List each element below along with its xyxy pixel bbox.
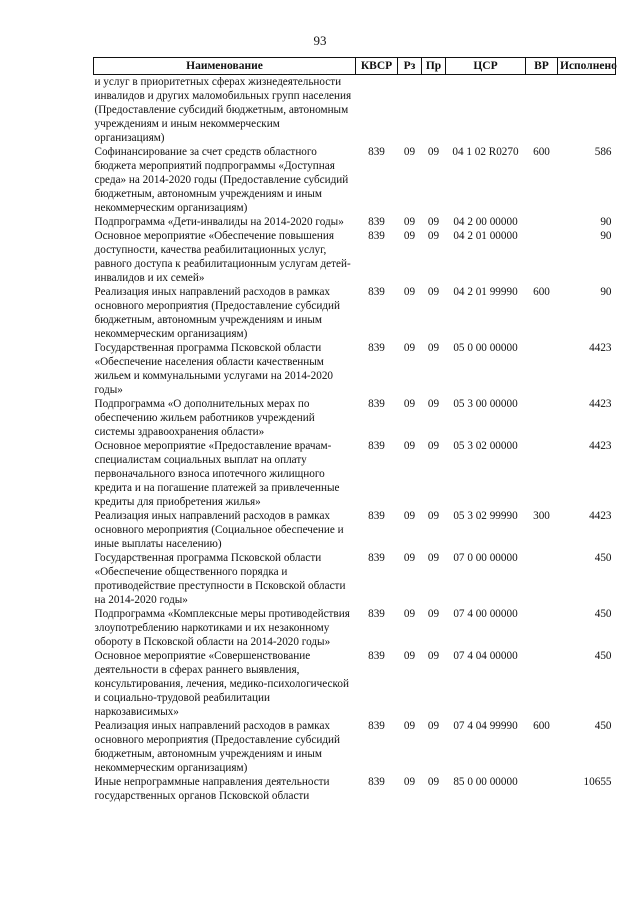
cell-name: Реализация иных направлений расходов в рамках основного мероприятия (Социальное обеспечение и иные выплаты населению) bbox=[94, 510, 344, 550]
cell-vr bbox=[526, 397, 558, 439]
cell-kvsr: 839 bbox=[368, 776, 385, 788]
cell-pr: 09 bbox=[427, 342, 440, 354]
cell-kvsr: 839 bbox=[368, 230, 385, 242]
cell-vr: 600 bbox=[533, 286, 550, 298]
cell-name: Подпрограмма «Дети-инвалиды на 2014-2020 годы» bbox=[94, 216, 344, 228]
table-row bbox=[94, 607, 616, 649]
cell-kvsr: 839 bbox=[368, 720, 385, 732]
cell-vr bbox=[526, 551, 558, 607]
cell-csr: 04 2 01 00000 bbox=[453, 230, 518, 242]
cell-done: 90 bbox=[600, 216, 612, 228]
cell-csr: 85 0 00 00000 bbox=[453, 776, 518, 788]
cell-kvsr: 839 bbox=[368, 398, 385, 410]
header-vr: ВР bbox=[526, 58, 558, 75]
cell-rz: 09 bbox=[403, 286, 416, 298]
cell-pr: 09 bbox=[427, 440, 440, 452]
cell-vr bbox=[526, 607, 558, 649]
cell-done: 10655 bbox=[583, 776, 612, 788]
header-rz: Рз bbox=[398, 58, 422, 75]
cell-csr: 05 3 02 00000 bbox=[453, 440, 518, 452]
header-kvsr: КВСР bbox=[356, 58, 398, 75]
cell-pr: 09 bbox=[427, 216, 440, 228]
cell-csr: 04 1 02 R0270 bbox=[452, 146, 519, 158]
cell-done: 450 bbox=[594, 720, 612, 732]
cell-rz: 09 bbox=[403, 552, 416, 564]
cell-pr: 09 bbox=[427, 146, 440, 158]
cell-vr bbox=[526, 341, 558, 397]
cell-csr: 04 2 01 99990 bbox=[453, 286, 518, 298]
cell-rz: 09 bbox=[403, 650, 416, 662]
cell-vr bbox=[526, 775, 558, 803]
table-row bbox=[94, 551, 616, 607]
cell-name: Реализация иных направлений расходов в рамках основного мероприятия (Предоставление субсидий бюджетным, автономным учреждениям и иным некоммерческим организациям) bbox=[94, 286, 340, 340]
cell-name: Государственная программа Псковской области «Обеспечение населения области качественным жильем и коммунальными услугами на 2014-2020 годы» bbox=[94, 342, 334, 396]
cell-rz: 09 bbox=[403, 398, 416, 410]
cell-done: 4423 bbox=[589, 342, 612, 354]
table-row bbox=[94, 145, 616, 215]
cell-name: Иные непрограммные направления деятельности государственных органов Псковской области bbox=[94, 776, 330, 802]
cell-vr: 600 bbox=[533, 720, 550, 732]
table-row bbox=[94, 285, 616, 341]
table-header-row bbox=[94, 58, 616, 75]
header-pr: Пр bbox=[422, 58, 446, 75]
cell-csr: 07 4 00 00000 bbox=[453, 608, 518, 620]
cell-kvsr: 839 bbox=[368, 608, 385, 620]
cell-name: Основное мероприятие «Предоставление врачам-специалистам социальных выплат на оплату первоначального взноса ипотечного жилищного кредита и на погашение платежей за привлеченные кредиты для приобретения жилья» bbox=[94, 440, 340, 508]
cell-vr bbox=[526, 75, 558, 146]
cell-pr: 09 bbox=[427, 720, 440, 732]
cell-csr: 07 4 04 99990 bbox=[453, 720, 518, 732]
cell-done: 90 bbox=[600, 286, 612, 298]
table-row bbox=[94, 215, 616, 229]
cell-name: и услуг в приоритетных сферах жизнедеятельности инвалидов и других маломобильных групп населения (Предоставление субсидий бюджетным, автономным учреждениям и иным некоммерческим организациям) bbox=[94, 76, 352, 144]
header-done: Исполнено bbox=[558, 58, 616, 75]
cell-pr: 09 bbox=[427, 552, 440, 564]
cell-pr: 09 bbox=[427, 650, 440, 662]
cell-csr: 07 0 00 00000 bbox=[453, 552, 518, 564]
cell-csr: 05 0 00 00000 bbox=[453, 342, 518, 354]
cell-csr bbox=[446, 75, 526, 146]
table-row bbox=[94, 397, 616, 439]
cell-vr: 300 bbox=[533, 510, 550, 522]
cell-pr: 09 bbox=[427, 398, 440, 410]
table-row bbox=[94, 775, 616, 803]
cell-vr bbox=[526, 649, 558, 719]
cell-name: Софинансирование за счет средств областного бюджета мероприятий подпрограммы «Доступная среда» на 2014-2020 годы (Предоставление субсидий бюджетным, автономным учреждениям и иным некоммерческим организациям) bbox=[94, 146, 349, 214]
table-row bbox=[94, 649, 616, 719]
cell-kvsr: 839 bbox=[368, 146, 385, 158]
page-number: 93 bbox=[313, 33, 327, 48]
cell-rz bbox=[398, 75, 422, 146]
table-row bbox=[94, 229, 616, 285]
cell-pr: 09 bbox=[427, 286, 440, 298]
table-row bbox=[94, 439, 616, 509]
cell-rz: 09 bbox=[403, 440, 416, 452]
cell-done: 90 bbox=[600, 230, 612, 242]
cell-csr: 05 3 02 99990 bbox=[453, 510, 518, 522]
cell-pr: 09 bbox=[427, 230, 440, 242]
cell-pr: 09 bbox=[427, 510, 440, 522]
cell-done: 450 bbox=[594, 608, 612, 620]
cell-kvsr: 839 bbox=[368, 216, 385, 228]
cell-rz: 09 bbox=[403, 230, 416, 242]
cell-kvsr: 839 bbox=[368, 440, 385, 452]
table-row bbox=[94, 341, 616, 397]
cell-vr: 600 bbox=[533, 146, 550, 158]
cell-csr: 07 4 04 00000 bbox=[453, 650, 518, 662]
cell-kvsr: 839 bbox=[368, 552, 385, 564]
cell-done: 4423 bbox=[589, 510, 612, 522]
cell-name: Подпрограмма «Комплексные меры противодействия злоупотреблению наркотиками и их незаконному обороту в Псковской области на 2014-2020 годы» bbox=[94, 608, 350, 648]
cell-done: 450 bbox=[594, 552, 612, 564]
header-name: Наименование bbox=[94, 58, 356, 75]
cell-kvsr bbox=[356, 75, 398, 146]
cell-rz: 09 bbox=[403, 146, 416, 158]
cell-done: 450 bbox=[594, 650, 612, 662]
cell-done: 4423 bbox=[589, 398, 612, 410]
cell-vr bbox=[526, 229, 558, 285]
cell-name: Основное мероприятие «Обеспечение повышения доступности, качества реабилитационных услуг, равного доступа к реабилитационным услугам детей-инвалидов и их семей» bbox=[94, 230, 351, 284]
cell-done: 4423 bbox=[589, 440, 612, 452]
cell-rz: 09 bbox=[403, 216, 416, 228]
cell-pr: 09 bbox=[427, 776, 440, 788]
cell-pr bbox=[422, 75, 446, 146]
cell-csr: 04 2 00 00000 bbox=[453, 216, 518, 228]
cell-vr bbox=[526, 439, 558, 509]
cell-rz: 09 bbox=[403, 776, 416, 788]
cell-name: Реализация иных направлений расходов в рамках основного мероприятия (Предоставление субсидий бюджетным, автономным учреждениям и иным некоммерческим организациям) bbox=[94, 720, 340, 774]
cell-vr bbox=[526, 215, 558, 229]
budget-table bbox=[93, 57, 616, 803]
table-row bbox=[94, 719, 616, 775]
cell-done: 586 bbox=[594, 146, 612, 158]
cell-csr: 05 3 00 00000 bbox=[453, 398, 518, 410]
cell-kvsr: 839 bbox=[368, 510, 385, 522]
cell-name: Подпрограмма «О дополнительных мерах по обеспечению жильем работников учреждений системы здравоохранения области» bbox=[94, 398, 315, 438]
cell-rz: 09 bbox=[403, 608, 416, 620]
cell-rz: 09 bbox=[403, 510, 416, 522]
table-row bbox=[94, 509, 616, 551]
cell-kvsr: 839 bbox=[368, 650, 385, 662]
table-body bbox=[94, 75, 616, 804]
cell-name: Государственная программа Псковской области «Обеспечение общественного порядка и противодействие преступности в Псковской области на 2014-2020 годы» bbox=[94, 552, 346, 606]
cell-kvsr: 839 bbox=[368, 342, 385, 354]
cell-kvsr: 839 bbox=[368, 286, 385, 298]
header-csr: ЦСР bbox=[446, 58, 526, 75]
cell-pr: 09 bbox=[427, 608, 440, 620]
cell-done bbox=[558, 75, 616, 146]
cell-rz: 09 bbox=[403, 342, 416, 354]
cell-rz: 09 bbox=[403, 720, 416, 732]
cell-name: Основное мероприятие «Совершенствование деятельности в сферах раннего выявления, консультирования, лечения, медико-психологической и социально-трудовой реабилитации наркозависимых» bbox=[94, 650, 349, 718]
table-row bbox=[94, 75, 616, 146]
